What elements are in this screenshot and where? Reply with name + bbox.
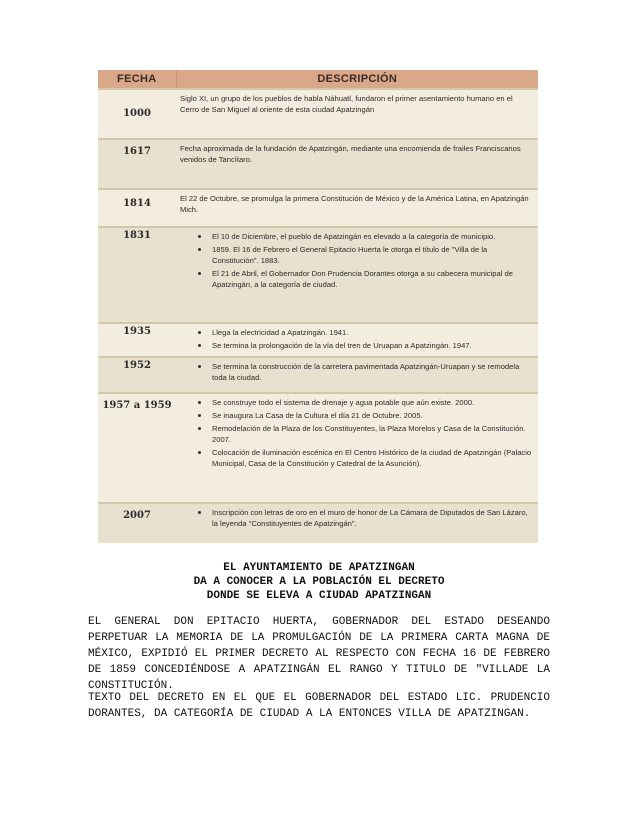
year-label: 1957 a 1959 bbox=[102, 400, 172, 411]
row-year bbox=[98, 89, 176, 139]
list-item-text: Llega la electricidad a Apatzingán. 1941. bbox=[212, 328, 349, 337]
row-year bbox=[98, 227, 176, 323]
year-label: 1935 bbox=[123, 326, 151, 337]
bullet-icon bbox=[198, 235, 201, 238]
timeline-table-image bbox=[98, 70, 538, 528]
table-row bbox=[98, 503, 538, 543]
list-item-text: El 21 de Abril, el Gobernador Don Prudencia Dorantes otorga a su cabecera municipal de Apatzingán, a la categoría de ciudad. bbox=[212, 269, 513, 289]
row-description bbox=[176, 89, 538, 139]
description-list bbox=[180, 231, 532, 290]
row-description bbox=[176, 503, 538, 543]
bullet-icon bbox=[198, 451, 201, 454]
header-date: FECHA bbox=[98, 70, 176, 89]
list-item bbox=[180, 268, 532, 290]
bullet-icon bbox=[198, 272, 201, 275]
row-year bbox=[98, 139, 176, 189]
table-row bbox=[98, 227, 538, 323]
list-item bbox=[180, 447, 532, 469]
body-paragraph: EL GENERAL DON EPITACIO HUERTA, GOBERNADOR DEL ESTADO DESEANDO PERPETUAR LA MEMORIA DE LA PROMULGACIÓN DE LA PRIMERA CARTA MAGNA DE MÉXICO, EXPIDIÓ EL PRIMER DECRETO AL RESPECTO CON FECHA 16 DE FEBRERO DE 1859 CONCEDIÉNDOSE A APATZINGÁN EL RANGO Y TITULO DE "VILLADE LA CONSTITUCIÓN. bbox=[88, 616, 550, 692]
heading-line-2: DA A CONOCER A LA POBLACIÓN EL DECRETO bbox=[193, 576, 445, 588]
row-year bbox=[98, 323, 176, 357]
table-row bbox=[98, 357, 538, 393]
list-item-text: El 10 de Diciembre, el pueblo de Apatzingán es elevado a la categoría de municipio. bbox=[212, 232, 496, 241]
list-item-text: Se termina la prolongación de la vía del tren de Uruapan a Apatzingán. 1947. bbox=[212, 341, 472, 350]
row-year bbox=[98, 189, 176, 227]
year-label: 1831 bbox=[123, 230, 151, 241]
list-item bbox=[180, 397, 532, 408]
bullet-icon bbox=[198, 331, 201, 334]
header-description: DESCRIPCIÓN bbox=[176, 70, 538, 89]
list-item bbox=[180, 327, 532, 338]
row-year bbox=[98, 393, 176, 503]
list-item bbox=[180, 423, 532, 445]
list-item-text: Colocación de iluminación escénica en El Centro Histórico de la ciudad de Apatzingán (Palacio Municipal, Casa de la Constitución y Catedral de la Asunción). bbox=[212, 448, 532, 468]
list-item bbox=[180, 340, 532, 351]
year-label: 1000 bbox=[123, 108, 151, 119]
row-description bbox=[176, 189, 538, 227]
body-paragraph: TEXTO DEL DECRETO EN EL QUE EL GOBERNADOR DEL ESTADO LIC. PRUDENCIO DORANTES, DA CATEGORÍA DE CIUDAD A LA ENTONCES VILLA DE APATZINGAN. bbox=[88, 692, 550, 720]
bullet-icon bbox=[198, 365, 201, 368]
heading-line-1: EL AYUNTAMIENTO DE APATZINGAN bbox=[223, 562, 415, 574]
table-row bbox=[98, 323, 538, 357]
year-label: 1952 bbox=[123, 360, 151, 371]
list-item bbox=[180, 361, 532, 383]
table-row bbox=[98, 189, 538, 227]
list-item bbox=[180, 410, 532, 421]
year-label: 1814 bbox=[123, 198, 151, 209]
bullet-icon bbox=[198, 427, 201, 430]
list-item-text: 1859. El 16 de Febrero el General Epitacio Huerta le otorga el título de "Villa de la Constitución". 1883. bbox=[212, 245, 488, 265]
bullet-icon bbox=[198, 414, 201, 417]
year-label: 2007 bbox=[123, 510, 151, 521]
row-description bbox=[176, 227, 538, 323]
list-item-text: Remodelación de la Plaza de los Constituyentes, la Plaza Morelos y Casa de la Constitución. 2007. bbox=[212, 424, 526, 444]
description-list bbox=[180, 397, 532, 469]
bullet-icon bbox=[198, 401, 201, 404]
bullet-icon bbox=[198, 344, 201, 347]
heading-line-3: DONDE SE ELEVA A CIUDAD APATZINGAN bbox=[206, 590, 432, 602]
description-text: Fecha aproximada de la fundación de Apatzingán, mediante una encomienda de frailes Franciscanos venidos de Tancítaro. bbox=[180, 144, 521, 164]
timeline-table bbox=[98, 70, 538, 543]
description-list bbox=[180, 327, 532, 351]
row-year bbox=[98, 357, 176, 393]
bullet-icon bbox=[198, 511, 201, 514]
list-item-text: Se inaugura La Casa de la Cultura el día 21 de Octubre. 2005. bbox=[212, 411, 423, 420]
row-description bbox=[176, 393, 538, 503]
description-text: Siglo XI, un grupo de los pueblos de habla Náhuatl, fundaron el primer asentamiento humano en el Cerro de San Miguel al oriente de esta ciudad Apatzingán bbox=[180, 94, 513, 114]
row-year bbox=[98, 503, 176, 543]
row-description bbox=[176, 323, 538, 357]
list-item bbox=[180, 244, 532, 266]
list-item bbox=[180, 231, 532, 242]
description-list bbox=[180, 507, 532, 529]
list-item-text: Inscripción con letras de oro en el muro de honor de La Cámara de Diputados de San Lázaro, la leyenda "Constituyentes de Apatzingán". bbox=[212, 508, 528, 528]
list-item bbox=[180, 507, 532, 529]
table-row bbox=[98, 139, 538, 189]
row-description bbox=[176, 357, 538, 393]
table-row bbox=[98, 89, 538, 139]
list-item-text: Se termina la construcción de la carretera pavimentada Apatzingán-Uruapan y se remodela toda la ciudad. bbox=[212, 362, 520, 382]
description-list bbox=[180, 361, 532, 383]
row-description bbox=[176, 139, 538, 189]
description-text: El 22 de Octubre, se promulga la primera Constitución de México y de la América Latina, en Apatzingán Mich. bbox=[180, 194, 529, 214]
table-row bbox=[98, 393, 538, 503]
list-item-text: Se construye todo el sistema de drenaje y agua potable que aún existe. 2000. bbox=[212, 398, 475, 407]
bullet-icon bbox=[198, 248, 201, 251]
year-label: 1617 bbox=[123, 146, 151, 157]
